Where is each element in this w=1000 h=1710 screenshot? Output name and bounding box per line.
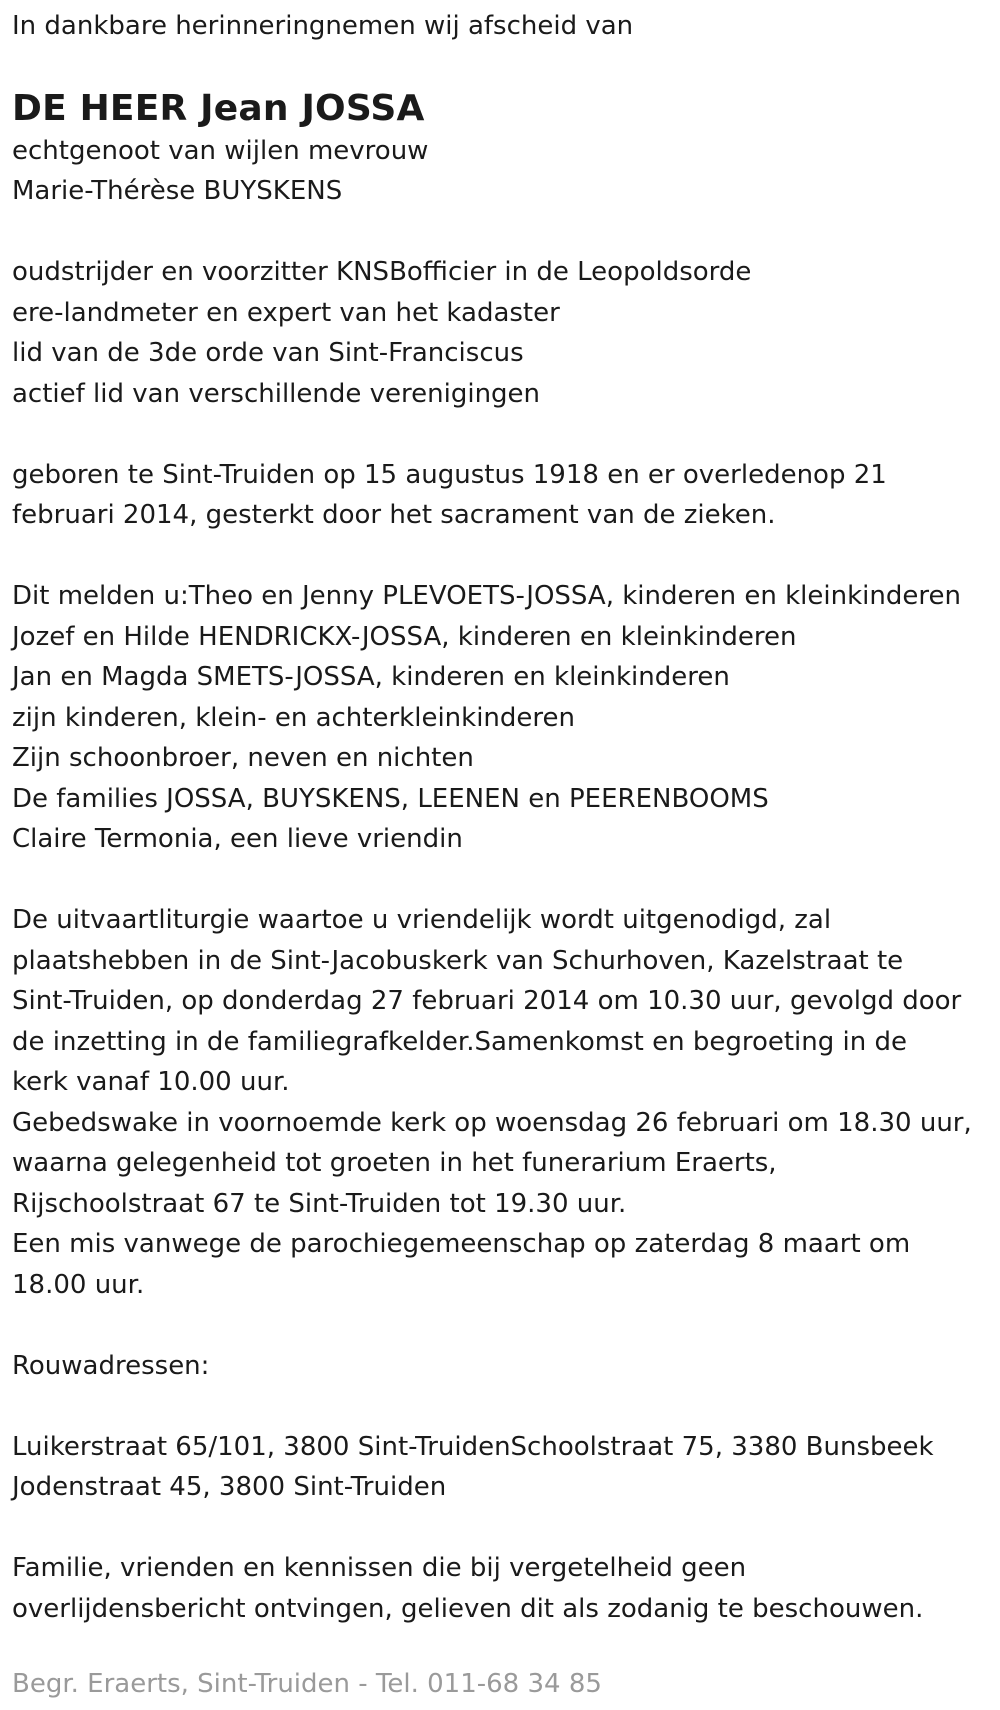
ceremony-line: plaatshebben in de Sint-Jacobuskerk van Schurhoven, Kazelstraat te xyxy=(12,945,904,976)
title-line: ere-landmeter en expert van het kadaster xyxy=(12,297,560,328)
ceremony-line: Een mis vanwege de parochiegemeenschap op zaterdag 8 maart om xyxy=(12,1229,911,1259)
title-line: oudstrijder en voorzitter KNSBofficier in de Leopoldsorde xyxy=(12,257,752,287)
birth-death-line: geboren te Sint-Truiden op 15 augustus 1918 en er overledenop 21 xyxy=(12,459,887,490)
family-line: Jan en Magda SMETS-JOSSA, kinderen en kleinkinderen xyxy=(12,662,730,692)
ceremony-line: De uitvaartliturgie waartoe u vriendelijk wordt uitgenodigd, zal xyxy=(12,905,832,935)
closing-line: overlijdensbericht ontvingen, gelieven dit als zodanig te beschouwen. xyxy=(12,1593,924,1624)
ceremony-block xyxy=(12,900,988,1305)
ceremony-line: 18.00 uur. xyxy=(12,1269,145,1300)
spouse-line: echtgenoot van wijlen mevrouw xyxy=(12,135,429,166)
family-line: Claire Termonia, een lieve vriendin xyxy=(12,824,463,854)
ceremony-line: de inzetting in de familiegrafkelder.Samenkomst en begroeting in de xyxy=(12,1026,907,1057)
family-line: Zijn schoonbroer, neven en nichten xyxy=(12,743,474,773)
family-line: zijn kinderen, klein- en achterkleinkinderen xyxy=(12,702,575,733)
titles-block xyxy=(12,252,988,414)
addresses-block xyxy=(12,1427,988,1508)
ceremony-line: Sint-Truiden, op donderdag 27 februari 2014 om 10.30 uur, gevolgd door xyxy=(12,986,962,1016)
closing-line: Familie, vrienden en kennissen die bij vergetelheid geen xyxy=(12,1553,747,1583)
funeral-home-footer: Begr. Eraerts, Sint-Truiden - Tel. 011-68 34 85 xyxy=(12,1669,602,1699)
address-line: Jodenstraat 45, 3800 Sint-Truiden xyxy=(12,1472,447,1502)
family-block xyxy=(12,576,988,860)
birth-death-line: februari 2014, gesterkt door het sacrament van de zieken. xyxy=(12,500,776,530)
title-line: lid van de 3de orde van Sint-Franciscus xyxy=(12,338,524,368)
intro-line: In dankbare herinneringnemen wij afscheid van xyxy=(12,11,634,41)
spouse-block xyxy=(12,131,988,212)
ceremony-line: waarna gelegenheid tot groeten in het funerarium Eraerts, xyxy=(12,1148,777,1178)
spouse-line: Marie-Thérèse BUYSKENS xyxy=(12,176,343,206)
family-line: Jozef en Hilde HENDRICKX-JOSSA, kinderen en kleinkinderen xyxy=(12,621,797,652)
ceremony-line: Rijschoolstraat 67 te Sint-Truiden tot 19.30 uur. xyxy=(12,1188,627,1219)
closing-block xyxy=(12,1548,988,1629)
family-line: De families JOSSA, BUYSKENS, LEENEN en PEERENBOOMS xyxy=(12,783,769,814)
ceremony-line: Gebedswake in voornoemde kerk op woensdag 26 februari om 18.30 uur, xyxy=(12,1107,972,1138)
deceased-name: DE HEER Jean JOSSA xyxy=(12,87,425,129)
ceremony-line: kerk vanaf 10.00 uur. xyxy=(12,1067,290,1097)
title-line: actief lid van verschillende verenigingen xyxy=(12,378,541,409)
address-line: Luikerstraat 65/101, 3800 Sint-TruidenSchoolstraat 75, 3380 Bunsbeek xyxy=(12,1431,934,1462)
addresses-label: Rouwadressen: xyxy=(12,1350,210,1381)
family-line: Dit melden u:Theo en Jenny PLEVOETS-JOSSA, kinderen en kleinkinderen xyxy=(12,581,961,611)
birth-death-block xyxy=(12,455,988,536)
